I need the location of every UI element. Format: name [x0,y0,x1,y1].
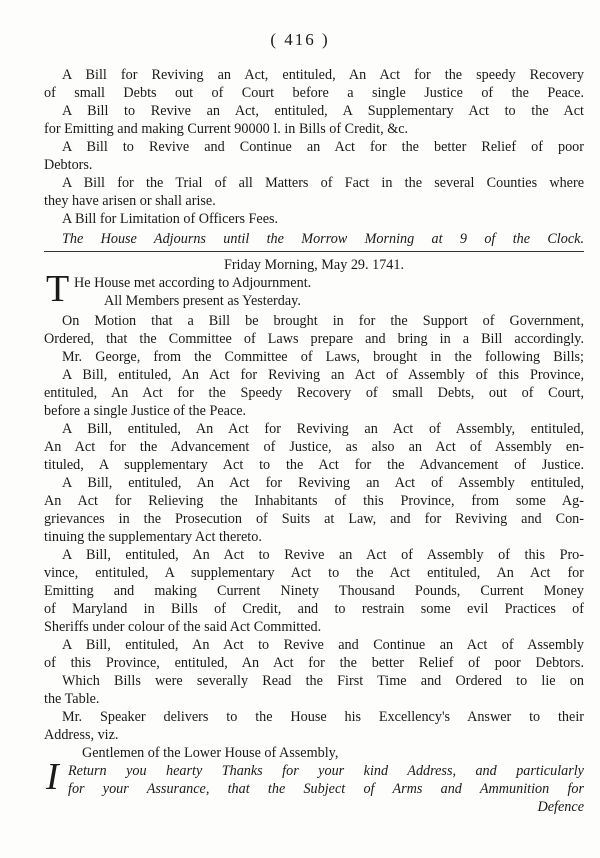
bill-line: A Bill for the Trial of all Matters of Fact in the several Counties where [62,175,584,191]
body-line: Mr. Speaker delivers to the House his Excellency's Answer to their [62,709,584,725]
section-rule [44,251,584,252]
body-line: Which Bills were severally Read the First Time and Ordered to lie on [62,673,584,689]
body-line: tituled, A supplementary Act to the Act for the Advancement of Justice. [44,457,584,473]
body-line: A Bill, entituled, An Act to Revive an Act of Assembly of this Pro- [62,547,584,563]
body-line: A Bill, entituled, An Act for Reviving an Act of Assembly of this Province, [62,367,584,383]
body-line: grievances in the Prosecution of Suits at Law, and for Reviving and Con- [44,511,584,527]
body-line: vince, entituled, A supplementary Act to the Act entituled, An Act for [44,565,584,581]
body-line: before a single Justice of the Peace. [44,403,247,419]
drop-cap: I [46,756,59,798]
body-line: A Bill, entituled, An Act for Reviving an Act of Assembly entituled, [62,475,584,491]
body-line: Mr. George, from the Committee of Laws, brought in the following Bills; [62,349,584,365]
body-line: An Act for the Advancement of Justice, as also an Act of Assembly en- [44,439,584,455]
body-line: Address, viz. [44,727,119,743]
body-line: Sheriffs under colour of the said Act Committed. [44,619,322,635]
bill-line: A Bill for Reviving an Act, entituled, An Act for the speedy Recovery [62,67,584,83]
body-line: On Motion that a Bill be brought in for the Support of Government, [62,313,584,329]
answer-line: Return you hearty Thanks for your kind Address, and particularly [68,763,584,779]
body-line: the Table. [44,691,100,707]
bill-line: they have arisen or shall arise. [44,193,216,209]
page-number: ( 416 ) [270,30,330,49]
body-line: of Maryland in Bills of Credit, and to restrain some evil Practices of [44,601,584,617]
body-line: Ordered, that the Committee of Laws prepare and bring in a Bill accordingly. [44,331,584,347]
bill-line: for Emitting and making Current 90000 l. in Bills of Credit, &c. [44,121,409,137]
bill-line: Debtors. [44,157,93,173]
body-line: tinuing the supplementary Act thereto. [44,529,262,545]
drop-cap: T [46,268,70,310]
body-line: of this Province, entituled, An Act for the better Relief of poor Debtors. [44,655,584,671]
body-line: entituled, An Act for the Speedy Recovery of small Debts, out of Court, [44,385,584,401]
bill-line: A Bill for Limitation of Officers Fees. [62,211,279,227]
bill-line: of small Debts out of Court before a single Justice of the Peace. [44,85,584,101]
catchword: Defence [537,799,584,815]
body-line: Emitting and making Current Ninety Thousand Pounds, Current Money [44,583,584,599]
adjournment-notice: The House Adjourns until the Morrow Morning at 9 of the Clock. [62,231,584,247]
body-line: A Bill, entituled, An Act for Reviving an Act of Assembly, entituled, [62,421,584,437]
body-line: An Act for Relieving the Inhabitants of this Province, from some Ag- [44,493,584,509]
salutation-line: Gentlemen of the Lower House of Assembly, [82,745,339,761]
meeting-line: He House met according to Adjournment. [74,275,312,291]
date-heading: Friday Morning, May 29. 1741. [223,257,405,273]
body-line: A Bill, entituled, An Act to Revive and Continue an Act of Assembly [62,637,584,653]
attendance-line: All Members present as Yesterday. [104,293,301,309]
answer-line: for your Assurance, that the Subject of Arms and Ammunition for [68,781,584,797]
bill-line: A Bill to Revive an Act, entituled, A Supplementary Act to the Act [62,103,584,119]
bill-line: A Bill to Revive and Continue an Act for the better Relief of poor [62,139,584,155]
